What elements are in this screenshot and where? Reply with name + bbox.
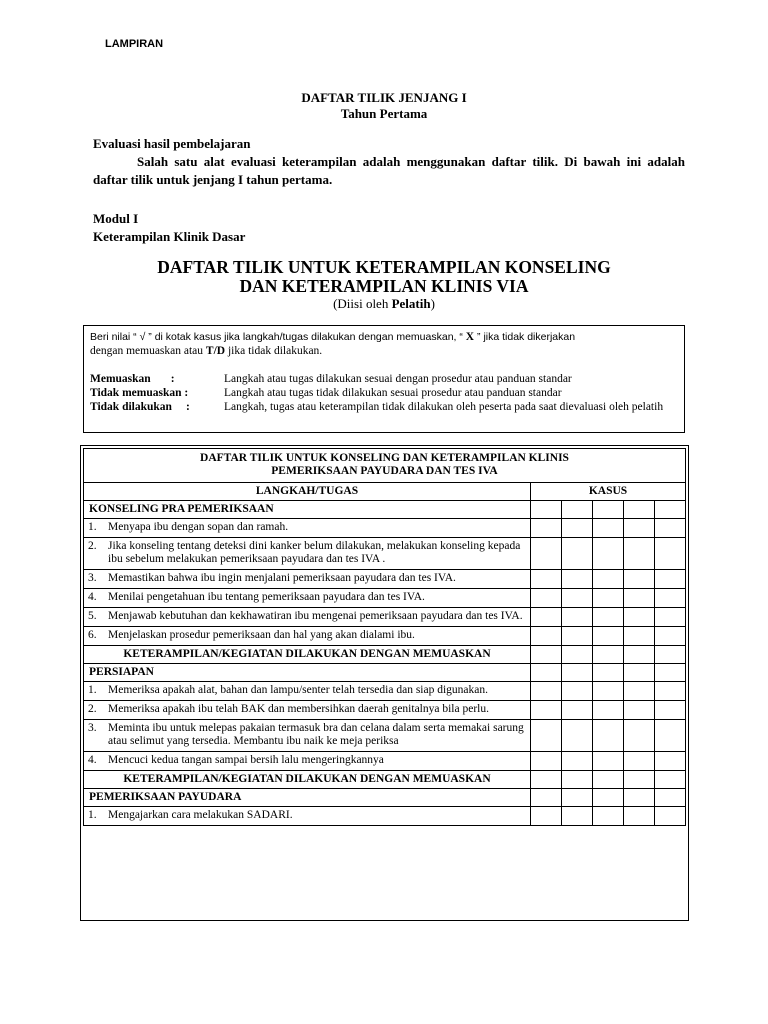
document-subtitle: Tahun Pertama xyxy=(340,106,428,121)
module-name: Keterampilan Klinik Dasar xyxy=(93,229,246,244)
case-checkbox-cell[interactable] xyxy=(562,771,593,789)
case-checkbox-cell[interactable] xyxy=(624,627,655,646)
filled-by-name: Pelatih xyxy=(391,296,431,311)
task-cell xyxy=(84,519,531,538)
case-checkbox-cell[interactable] xyxy=(593,646,624,664)
case-checkbox-cell[interactable] xyxy=(624,720,655,752)
task-number: 5. xyxy=(88,610,97,622)
section-heading-row xyxy=(84,501,686,519)
case-checkbox-cell[interactable] xyxy=(593,570,624,589)
task-cell xyxy=(84,752,531,771)
task-number: 4. xyxy=(88,754,97,766)
definition-desc: Langkah, tugas atau keterampilan tidak dilakukan oleh peserta pada saat dievaluasi oleh pelatih xyxy=(224,401,664,413)
task-cell xyxy=(84,589,531,608)
section-heading-row xyxy=(84,664,686,682)
task-number: 2. xyxy=(88,703,97,715)
case-checkbox-cell[interactable] xyxy=(531,538,562,570)
case-checkbox-cell[interactable] xyxy=(531,720,562,752)
section-heading: Evaluasi hasil pembelajaran xyxy=(93,136,251,151)
case-checkbox-cell[interactable] xyxy=(624,807,655,826)
document-title: DAFTAR TILIK JENJANG I xyxy=(301,90,467,105)
case-checkbox-cell[interactable] xyxy=(562,752,593,771)
table-row xyxy=(84,807,686,826)
column-header-case: KASUS xyxy=(531,483,686,501)
table-row xyxy=(84,752,686,771)
instruction-text-d: jika tidak dilakukan. xyxy=(225,345,323,357)
task-text: Memastikan bahwa ibu ingin menjalani pemeriksaan payudara dan tes IVA. xyxy=(108,572,456,584)
case-checkbox-cell[interactable] xyxy=(531,682,562,701)
case-checkbox-cell[interactable] xyxy=(562,682,593,701)
definition-desc: Langkah atau tugas tidak dilakukan sesuai prosedur atau panduan standar xyxy=(224,387,562,399)
main-title-line-2: DAN KETERAMPILAN KLINIS VIA xyxy=(239,276,529,296)
section-footer-row xyxy=(84,771,686,789)
definition-row xyxy=(90,400,678,414)
task-number: 1. xyxy=(88,684,97,696)
case-checkbox-cell[interactable] xyxy=(655,789,686,807)
table-row xyxy=(84,519,686,538)
case-checkbox-cell[interactable] xyxy=(531,589,562,608)
table-title-line-2: PEMERIKSAAN PAYUDARA DAN TES IVA xyxy=(271,465,498,477)
case-checkbox-cell[interactable] xyxy=(593,789,624,807)
module-block xyxy=(93,210,685,246)
filled-by-note xyxy=(0,296,768,312)
case-checkbox-cell[interactable] xyxy=(562,646,593,664)
case-checkbox-cell[interactable] xyxy=(655,682,686,701)
definition-label: Tidak dilakukan : xyxy=(90,401,190,413)
case-checkbox-cell[interactable] xyxy=(593,807,624,826)
definition-row xyxy=(90,386,678,400)
intro-block xyxy=(93,135,685,189)
case-checkbox-cell[interactable] xyxy=(655,701,686,720)
case-checkbox-cell[interactable] xyxy=(655,664,686,682)
case-checkbox-cell[interactable] xyxy=(562,570,593,589)
case-checkbox-cell[interactable] xyxy=(624,682,655,701)
case-checkbox-cell[interactable] xyxy=(655,646,686,664)
task-number: 2. xyxy=(88,540,97,552)
case-checkbox-cell[interactable] xyxy=(562,701,593,720)
case-checkbox-cell[interactable] xyxy=(655,608,686,627)
task-number: 3. xyxy=(88,572,97,584)
case-checkbox-cell[interactable] xyxy=(624,519,655,538)
task-text: Memeriksa apakah ibu telah BAK dan membersihkan daerah genitalnya bila perlu. xyxy=(108,703,489,715)
instruction-line-1 xyxy=(90,330,678,344)
case-checkbox-cell[interactable] xyxy=(531,771,562,789)
main-title-line-1: DAFTAR TILIK UNTUK KETERAMPILAN KONSELING xyxy=(157,257,611,277)
case-checkbox-cell[interactable] xyxy=(562,538,593,570)
case-checkbox-cell[interactable] xyxy=(655,538,686,570)
case-checkbox-cell[interactable] xyxy=(655,519,686,538)
case-checkbox-cell[interactable] xyxy=(562,519,593,538)
case-checkbox-cell[interactable] xyxy=(531,807,562,826)
table-row xyxy=(84,682,686,701)
instruction-line-2 xyxy=(90,344,678,358)
case-checkbox-cell[interactable] xyxy=(593,519,624,538)
case-checkbox-cell[interactable] xyxy=(624,608,655,627)
case-checkbox-cell[interactable] xyxy=(624,589,655,608)
instruction-td: T/D xyxy=(205,345,226,357)
table-title xyxy=(84,449,686,483)
task-text: Meminta ibu untuk melepas pakaian termasuk bra dan celana dalam serta memakai sarung atau selimut yang tersedia. Membantu ibu naik ke meja periksa xyxy=(108,722,524,747)
case-checkbox-cell[interactable] xyxy=(531,701,562,720)
appendix-label: LAMPIRAN xyxy=(105,38,164,50)
table-row xyxy=(84,720,686,752)
case-checkbox-cell[interactable] xyxy=(655,501,686,519)
table-row xyxy=(84,570,686,589)
case-checkbox-cell[interactable] xyxy=(593,720,624,752)
case-checkbox-cell[interactable] xyxy=(531,664,562,682)
task-text: Menilai pengetahuan ibu tentang pemeriksaan payudara dan tes IVA. xyxy=(108,591,425,603)
task-text: Menjawab kebutuhan dan kekhawatiran ibu mengenai pemeriksaan payudara dan tes IVA. xyxy=(108,610,523,622)
task-number: 4. xyxy=(88,591,97,603)
case-checkbox-cell[interactable] xyxy=(593,752,624,771)
table-row xyxy=(84,608,686,627)
intro-paragraph: Salah satu alat evaluasi keterampilan adalah menggunakan daftar tilik. Di bawah ini adalah daftar tilik untuk jenjang I tahun pertama. xyxy=(93,154,685,187)
task-cell xyxy=(84,682,531,701)
task-text: Menjelaskan prosedur pemeriksaan dan hal yang akan dialami ibu. xyxy=(108,629,415,641)
task-text: Jika konseling tentang deteksi dini kanker belum dilakukan, melakukan konseling kepada ibu sebelum melakukan pemeriksaan payudara dan tes IVA . xyxy=(108,540,521,565)
case-checkbox-cell[interactable] xyxy=(531,646,562,664)
case-checkbox-cell[interactable] xyxy=(624,771,655,789)
case-checkbox-cell[interactable] xyxy=(531,789,562,807)
section-footer: KETERAMPILAN/KEGIATAN DILAKUKAN DENGAN MEMUASKAN xyxy=(84,771,531,789)
case-checkbox-cell[interactable] xyxy=(562,501,593,519)
definition-label: Memuaskan : xyxy=(90,373,175,385)
case-checkbox-cell[interactable] xyxy=(655,627,686,646)
case-checkbox-cell[interactable] xyxy=(655,589,686,608)
case-checkbox-cell[interactable] xyxy=(655,771,686,789)
case-checkbox-cell[interactable] xyxy=(562,664,593,682)
case-checkbox-cell[interactable] xyxy=(624,789,655,807)
case-checkbox-cell[interactable] xyxy=(655,807,686,826)
column-header-task: LANGKAH/TUGAS xyxy=(84,483,531,501)
task-number: 6. xyxy=(88,629,97,641)
case-checkbox-cell[interactable] xyxy=(624,538,655,570)
case-checkbox-cell[interactable] xyxy=(624,570,655,589)
case-checkbox-cell[interactable] xyxy=(562,789,593,807)
table-title-line-1: DAFTAR TILIK UNTUK KONSELING DAN KETERAMPILAN KLINIS xyxy=(200,452,569,464)
checklist-table xyxy=(83,448,686,826)
section-footer: KETERAMPILAN/KEGIATAN DILAKUKAN DENGAN MEMUASKAN xyxy=(84,646,531,664)
definition-row xyxy=(90,372,678,386)
instruction-text-b: ” jika tidak dikerjakan xyxy=(474,331,576,343)
section-heading-row xyxy=(84,789,686,807)
case-checkbox-cell[interactable] xyxy=(655,570,686,589)
case-checkbox-cell[interactable] xyxy=(593,589,624,608)
case-checkbox-cell[interactable] xyxy=(531,627,562,646)
case-checkbox-cell[interactable] xyxy=(593,627,624,646)
section-heading: KONSELING PRA PEMERIKSAAN xyxy=(84,501,531,519)
case-checkbox-cell[interactable] xyxy=(562,627,593,646)
case-checkbox-cell[interactable] xyxy=(593,608,624,627)
case-checkbox-cell[interactable] xyxy=(593,501,624,519)
case-checkbox-cell[interactable] xyxy=(593,771,624,789)
task-number: 1. xyxy=(88,809,97,821)
instruction-text-a: Beri nilai “ √ ” di kotak kasus jika langkah/tugas dilakukan dengan memuaskan, “ xyxy=(90,331,466,343)
case-checkbox-cell[interactable] xyxy=(655,720,686,752)
case-checkbox-cell[interactable] xyxy=(531,570,562,589)
table-header-row xyxy=(84,483,686,501)
task-cell xyxy=(84,627,531,646)
case-checkbox-cell[interactable] xyxy=(624,664,655,682)
task-cell xyxy=(84,701,531,720)
table-row xyxy=(84,701,686,720)
case-checkbox-cell[interactable] xyxy=(655,752,686,771)
task-cell xyxy=(84,720,531,752)
instructions-box xyxy=(83,325,685,433)
task-text: Mengajarkan cara melakukan SADARI. xyxy=(108,809,293,821)
table-title-row xyxy=(84,449,686,483)
case-checkbox-cell[interactable] xyxy=(531,519,562,538)
task-number: 3. xyxy=(88,722,97,734)
table-row xyxy=(84,589,686,608)
definition-label: Tidak memuaskan : xyxy=(90,387,189,399)
task-cell xyxy=(84,807,531,826)
task-cell xyxy=(84,538,531,570)
filled-by-prefix: (Diisi oleh xyxy=(333,296,392,311)
case-checkbox-cell[interactable] xyxy=(624,701,655,720)
module-label: Modul I xyxy=(93,211,139,226)
case-checkbox-cell[interactable] xyxy=(562,720,593,752)
section-heading: PEMERIKSAAN PAYUDARA xyxy=(84,789,531,807)
task-text: Mencuci kedua tangan sampai bersih lalu mengeringkannya xyxy=(108,754,384,766)
case-checkbox-cell[interactable] xyxy=(562,807,593,826)
case-checkbox-cell[interactable] xyxy=(531,501,562,519)
section-heading: PERSIAPAN xyxy=(84,664,531,682)
task-number: 1. xyxy=(88,521,97,533)
case-checkbox-cell[interactable] xyxy=(593,682,624,701)
case-checkbox-cell[interactable] xyxy=(593,664,624,682)
task-cell xyxy=(84,570,531,589)
case-checkbox-cell[interactable] xyxy=(624,501,655,519)
case-checkbox-cell[interactable] xyxy=(624,646,655,664)
case-checkbox-cell[interactable] xyxy=(593,538,624,570)
instruction-x: X xyxy=(465,331,475,343)
table-row xyxy=(84,538,686,570)
task-text: Memeriksa apakah alat, bahan dan lampu/senter telah tersedia dan siap digunakan. xyxy=(108,684,488,696)
filled-by-suffix: ) xyxy=(430,296,435,311)
definition-desc: Langkah atau tugas dilakukan sesuai dengan prosedur atau panduan standar xyxy=(224,373,572,385)
case-checkbox-cell[interactable] xyxy=(562,589,593,608)
section-footer-row xyxy=(84,646,686,664)
case-checkbox-cell[interactable] xyxy=(624,752,655,771)
case-checkbox-cell[interactable] xyxy=(531,752,562,771)
case-checkbox-cell[interactable] xyxy=(593,701,624,720)
instruction-text-c: dengan memuaskan atau xyxy=(90,345,206,357)
table-row xyxy=(84,627,686,646)
case-checkbox-cell[interactable] xyxy=(531,608,562,627)
task-text: Menyapa ibu dengan sopan dan ramah. xyxy=(108,521,289,533)
task-cell xyxy=(84,608,531,627)
case-checkbox-cell[interactable] xyxy=(562,608,593,627)
